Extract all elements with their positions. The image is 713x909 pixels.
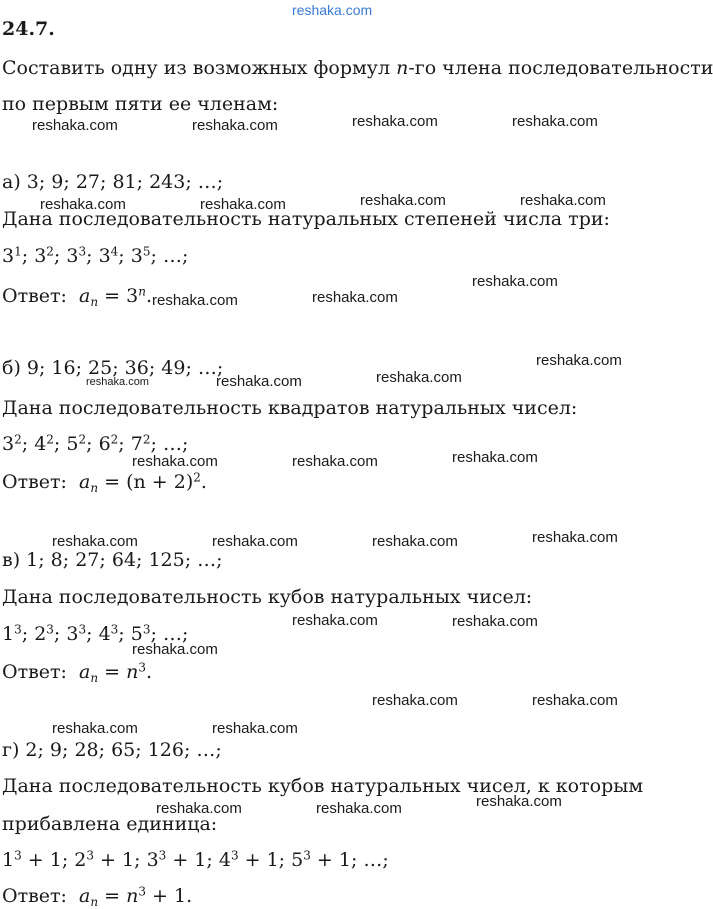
watermark: reshaka.com — [360, 192, 446, 209]
part-d-answer: Ответ: $a_n = n^3 + 1$. — [2, 884, 193, 909]
site-label: reshaka.com — [292, 2, 373, 18]
task-line-2: по первым пяти ее членам: — [2, 93, 279, 115]
answer-label: Ответ: — [2, 471, 67, 493]
part-c-description: Дана последовательность кубов натуральных чисел: — [2, 586, 533, 608]
part-a-sequence: а) 3; 9; 27; 81; 243; …; — [2, 171, 224, 193]
watermark: reshaka.com — [200, 196, 286, 213]
watermark: reshaka.com — [156, 800, 242, 817]
watermark: reshaka.com — [212, 720, 298, 737]
part-b-answer: Ответ: $a_n = (n + 2)^2$. — [2, 470, 207, 496]
watermark: reshaka.com — [316, 800, 402, 817]
watermark: reshaka.com — [132, 453, 218, 470]
part-d-sequence: г) 2; 9; 28; 65; 126; …; — [2, 739, 222, 761]
watermark: reshaka.com — [472, 273, 558, 290]
problem-number: 24.7. — [2, 18, 55, 40]
part-d-powers: $1^3 + 1$; $2^3 + 1$; $3^3 + 1$; $4^3 + 1$; $5^3 + 1$; …; — [2, 848, 389, 871]
task-variable-n: n — [396, 57, 409, 79]
answer-label: Ответ: — [2, 285, 67, 307]
part-a-powers: $3^1$; $3^2$; $3^3$; $3^4$; $3^5$; …; — [2, 244, 189, 267]
watermark: reshaka.com — [512, 113, 598, 130]
answer-label: Ответ: — [2, 661, 67, 683]
watermark: reshaka.com — [532, 529, 618, 546]
task-text-b: -го члена последовательности — [408, 57, 713, 79]
watermark: reshaka.com — [132, 641, 218, 658]
watermark: reshaka.com — [376, 369, 462, 386]
part-d-description-1: Дана последовательность кубов натуральных чисел, к которым — [2, 775, 644, 797]
watermark: reshaka.com — [532, 692, 618, 709]
watermark: reshaka.com — [292, 612, 378, 629]
watermark: reshaka.com — [152, 292, 238, 309]
answer-label: Ответ: — [2, 885, 67, 907]
watermark: reshaka.com — [452, 449, 538, 466]
part-a-answer: Ответ: $a_n = 3^n$. — [2, 284, 152, 310]
part-b-sequence: б) 9; 16; 25; 36; 49; …; — [2, 357, 224, 379]
watermark: reshaka.com — [536, 352, 622, 369]
task-text-a: Составить одну из возможных формул — [2, 57, 397, 79]
watermark: reshaka.com — [372, 533, 458, 550]
watermark: reshaka.com — [476, 793, 562, 810]
watermark: reshaka.com — [216, 373, 302, 390]
watermark: reshaka.com — [372, 692, 458, 709]
watermark: reshaka.com — [452, 613, 538, 630]
watermark: reshaka.com — [192, 117, 278, 134]
watermark: reshaka.com — [40, 196, 126, 213]
watermark: reshaka.com — [520, 192, 606, 209]
watermark: reshaka.com — [352, 113, 438, 130]
part-b-description: Дана последовательность квадратов натуральных чисел: — [2, 397, 578, 419]
watermark: reshaka.com — [292, 453, 378, 470]
watermark: reshaka.com — [32, 117, 118, 134]
part-b-powers: $3^2$; $4^2$; $5^2$; $6^2$; $7^2$; …; — [2, 432, 189, 455]
part-c-powers: $1^3$; $2^3$; $3^3$; $4^3$; $5^3$; …; — [2, 622, 189, 645]
part-c-answer: Ответ: $a_n = n^3$. — [2, 660, 153, 686]
part-a-description: Дана последовательность натуральных степеней числа три: — [2, 208, 610, 230]
part-c-sequence: в) 1; 8; 27; 64; 125; …; — [2, 549, 223, 571]
part-d-description-2: прибавлена единица: — [2, 813, 218, 835]
watermark: reshaka.com — [212, 533, 298, 550]
watermark: reshaka.com — [312, 289, 398, 306]
watermark: reshaka.com — [52, 720, 138, 737]
watermark: reshaka.com — [86, 376, 149, 388]
task-line-1 — [2, 56, 713, 80]
watermark: reshaka.com — [52, 533, 138, 550]
